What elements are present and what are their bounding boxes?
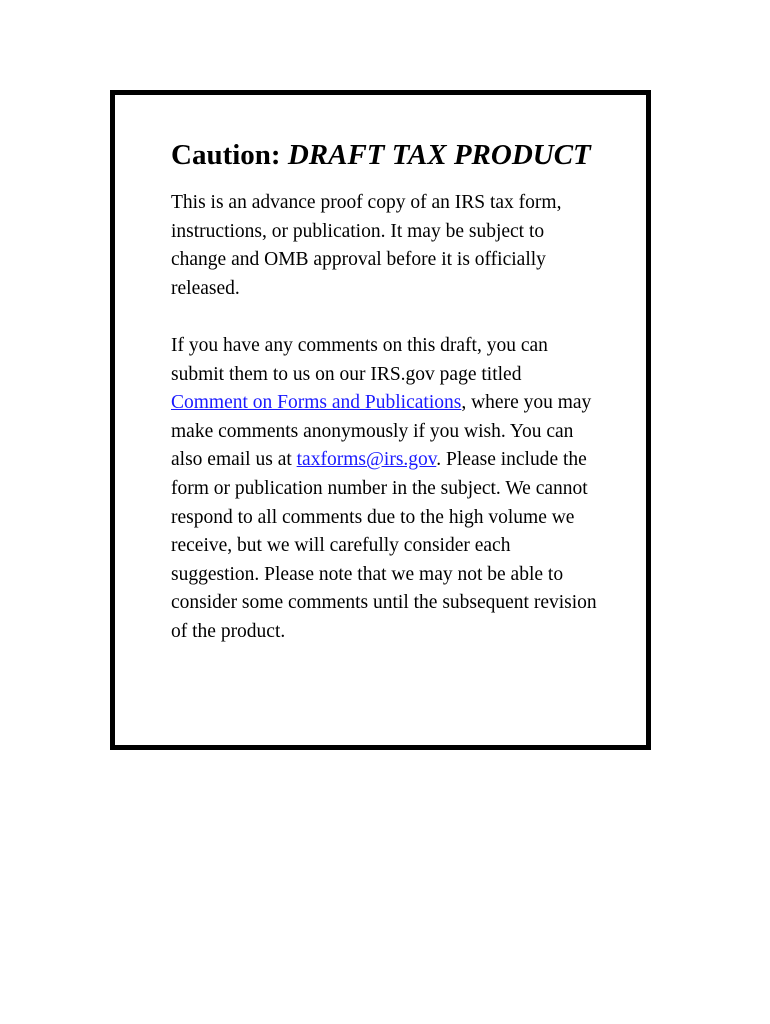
- taxforms-email-link[interactable]: taxforms@irs.gov: [296, 449, 437, 471]
- advance-proof-paragraph: This is an advance proof copy of an IRS tax form, instructions, or publication. It may be subject to change and OMB approval before it is officially released.: [171, 192, 562, 299]
- caution-heading-prefix: Caution:: [171, 139, 281, 171]
- draft-caution-content: [171, 137, 601, 647]
- comments-paragraph: [171, 332, 601, 647]
- comment-on-forms-link[interactable]: Comment on Forms and Publications: [171, 392, 462, 414]
- comments-text-intro: If you have any comments on this draft, you can submit them to us on our IRS.gov page titled: [171, 334, 548, 385]
- draft-caution-box: [110, 90, 651, 750]
- caution-heading-emphasis: DRAFT TAX PRODUCT: [287, 139, 591, 171]
- caution-heading: [171, 137, 601, 173]
- comments-text-end: . Please include the form or publication number in the subject. We cannot respond to all comments due to the high volume we receive, but we will carefully consider each suggestion. Please note that we may not be able to consider some comments until the subsequent revision of the product.: [171, 449, 597, 642]
- comments-text-middle: , where you may make comments anonymously if you wish. You can also email us at: [171, 392, 592, 471]
